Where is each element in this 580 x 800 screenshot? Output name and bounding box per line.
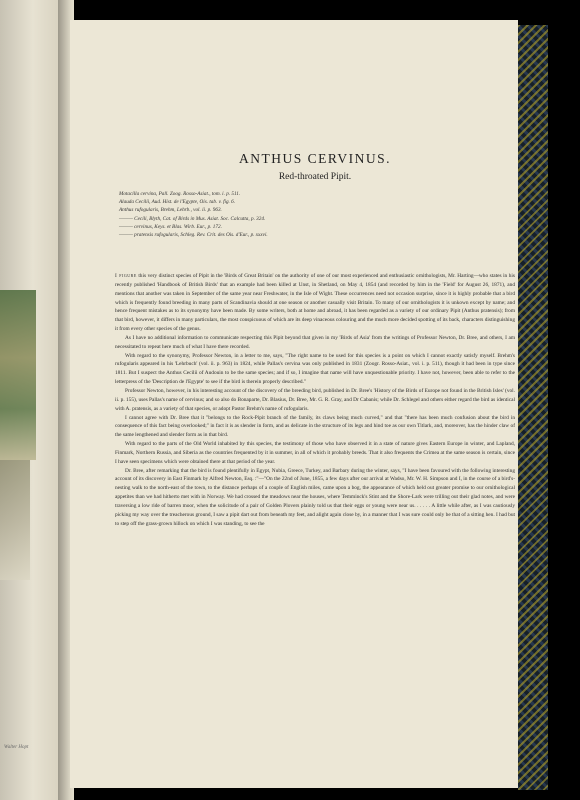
- paragraph: Dr. Bree, after remarking that the bird is found plentifully in Egypt, Nubia, Greece, Turkey, and Barbary during the winter, says, "I have been favoured with the following interesting account of its discovery in East Finmark by Alfred Newton, Esq. :"—"On the 22nd of June, 1855, a few days after our arrival at Wadso, Mr. W. H. Simpson and I, in the course of a bird's-nesting walk to the north-east of the town, to the distance perhaps of a couple of English miles, came upon a bog, the appearance of which held out greater promise to our ornithological appetites than we had hitherto met with in Norway. We had crossed the meadows near the houses, where Temminck's Stint and the Shore-Lark were trilling out their glad notes, and were traversing a low ride of barren moor, when the solicitude of a pair of Golden Plovers plainly told us that their eggs or young were near us. . . . . . A little while after, as I was cautiously picking my way over the treacherous ground, I saw a pipit dart out from beneath my feet, and alight again close by, in a manner that I was sure could only be that of a sitting hen. I had but to step off the grass-grown hillock on which I was standing, to see the: [115, 467, 515, 527]
- paragraph-text: this very distinct species of Pipit in the 'Birds of Great Britain' on the authority of one of our most experienced and enthusiastic ornithologists, Mr. Harting—who states in his recently published 'Handbook of British Birds' that an example had been killed at Unst, in Shetland, on May 4, 1854 (and recorded by him in the 'Field' for August 26, 1871), and mentions that another was taken in September of the same year near Freshwater, in the Isle of Wight. These occurrences need not occasion surprise, since it is highly probable that a bird which is frequently found breeding in many parts of Scandinavia should at one season or another casually visit Britain. To many of our ornithologists it is unkown except by name; and hence frequent mistakes as to its synonymy have been made. By some writers, both at home and abroad, it has been regarded as a variety of our ordinary Pipit (Anthus pratensis); from that bird, however, it differs in many particulars, the most conspicuous of which are its deep vinaceous colouring and the much more decided spotting of its back, characters distinguishing it from every other species of the genus.: [115, 273, 516, 333]
- paragraph: [115, 272, 515, 334]
- paragraph: As I have no additional information to communicate respecting this Pipit beyond that given in my 'Birds of Asia' from the writings of Professor Newton, Dr. Bree, and others, I am necessitated to repeat here much of what I have there recorded.: [115, 334, 515, 350]
- marbled-endpaper-edge: [518, 25, 548, 790]
- plate-illustration-edge: [0, 290, 36, 460]
- text-page: [70, 20, 518, 788]
- plate-illustration-edge-lower: [0, 460, 30, 580]
- synonym-line: ——— pratensis rufogularis, Schleg. Rev. Crit. des Ois. d'Eur., p. xxxvi.: [119, 232, 268, 239]
- plate-caption: Walter Hopt: [4, 745, 29, 750]
- common-name: Red-throated Pipit.: [278, 172, 352, 182]
- paragraph: Professor Newton, however, in his interesting account of the discovery of the breeding bird, published in Dr. Bree's 'History of the Birds of Europe not found in the British Isles' (vol. ii. p. 155), uses Pallas's name of cervinus; and so also do Bonaparte, Dr. Blasius, Dr. Bree, Mr. G. R. Gray, and Dr Cabanis; while Dr. Schlegel and others either regard the bird as identical with A. pratensis, as a variety of that species, or adopt Pastor Brehm's name of rufogularis.: [115, 387, 515, 412]
- paragraph: I cannot agree with Dr. Bree that it "belongs to the Rock-Pipit branch of the family, its claws being much curved," and that "there has been much confusion about the bird in consequence of this fact being overlooked;" in fact it is as slender in form, and as delicate in the structure of its legs and hind toe as our own Titlark, and, moreover, has the hinder claw of the same lengthened and slender form as in that bird.: [115, 414, 515, 439]
- synonym-line: Motacilla cervina, Pall. Zoog. Rosso-Asiat., tom. i. p. 511.: [119, 191, 241, 197]
- synonym-line: ——— cervinus, Keys. et Blas. Wirb. Eur., p. 172.: [119, 223, 222, 230]
- paragraph: With regard to the parts of the Old World inhabited by this species, the testimony of those who have observed it in a state of nature gives Eastern Europe in winter, and Lapland, Finmark, Northern Russia, and Siberia as the countries frequented by it in summer, in all of which it probably breeds. That it also frequents the Crimea at the same season is certain, since I have seen specimens which were obtained there at that period of the year.: [115, 441, 515, 465]
- synonym-line: Anthus rufogularis, Brehm, Lehrb., vol. ii. p. 963.: [119, 207, 222, 214]
- species-title: ANTHUS CERVINUS.: [239, 151, 391, 166]
- synonymy-list: [119, 190, 419, 239]
- opening-word: I figure: [115, 273, 137, 279]
- synonym-line: Alauda Cecilii, Aud. Hist. de l'Egypte, Ois. tab. v. fig. 6.: [119, 199, 236, 206]
- synonym-line: ——— Cecili, Blyth, Cat. of Birds in Mus. Asiat. Soc. Calcutta, p. 324.: [119, 215, 266, 222]
- article-body: [115, 272, 515, 528]
- facing-plate-page: [0, 0, 60, 800]
- paragraph: With regard to the synonymy, Professor Newton, in a letter to me, says, "The right name to be used for this species is a point on which I cannot exactly satisfy myself. Brehm's rufogularis appeared in his 'Lehrbuch' (vol. ii. p. 963) in 1824, while Pallas's cervina was only published in 1831 (Zoogr. Rosso-Asiat., vol. i. p. 511), though it had been in type since 1811. But I suspect the Anthus Cecilii of Audouin to be the same species; and if so, I imagine that name will have unquestionable priority. I have not, however, been able to refer to the letterpress of the 'Description de l'Egypte' to see if the bird is therein properly described.": [115, 352, 515, 386]
